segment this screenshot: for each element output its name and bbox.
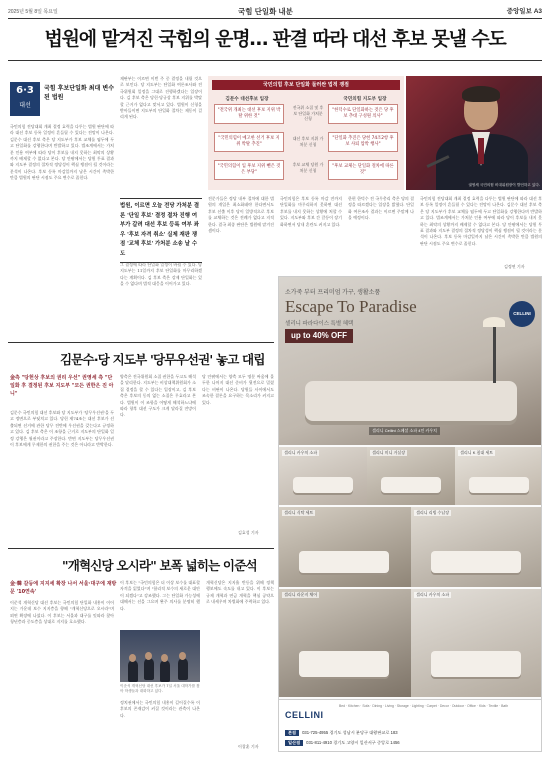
article2-body-c: 당 안팎에서는 양측 모두 명분 싸움에 몰두한 나머지 대선 준비가 뒷전으로 밀렸다는 비판이 나온다. 당원들 사이에서도 조속한 결론을 요구하는 목소리가 커지고 있다. [202, 374, 274, 405]
body-column-6: 한편 한덕수 전 국무총리 측은 당의 결정을 따르겠다는 입장을 밝혔다. 단일화 여론조사 결과는 이르면 주말께 나올 예정이다. [348, 196, 414, 221]
main-headline: 법원에 맡겨진 국힘의 운명… 판결 따라 대선 후보 못낼 수도 [44, 28, 506, 50]
photo-person-1 [128, 660, 138, 682]
ad-store-1-label: 본점 [285, 730, 299, 736]
diagram-left-heading: 김문수 대선후보 입장 [225, 97, 269, 102]
body-column-7: 국민의힘 전당대회 개최 결정 효력을 다투는 법원 판단에 따라 대선 후보 등록 일정이 흔들릴 수 있다는 전망이 나온다. 김문수 대선 후보 측은 당 지도부가 후보 교체를 염두에 두고 단일화를 강행한다며 반발하고 있다. 법조계에서는 가처분 인용 여부에 따라 당이 후보를 내지 못하는 최악의 상황까지 배제할 수 없다고 본다. 당 안팎에서는 당원 투표 결과와 지도부 결정의 절차적 정당성이 핵심 쟁점이 될 것이라는 분석이 나온다. 후보 등록 마감일까지 남은 시간이 촉박한 만큼 법원의 판단 시점도 주요 변수로 꼽힌다. [420, 196, 542, 246]
badge-bottom: 대선 [19, 102, 31, 109]
article3-body-a: 이준석 개혁신당 대선 후보는 국민의힘 단일화 내홍이 이어지는 가운데 보수 지지층을 향해 "개혁신당으로 오시라"며 외연 확장에 나섰다. 이 후보는 서울과 대구를 잇따라 찾아 청년층과 중도층을 상대로 지지를 호소했다. [10, 600, 114, 625]
article3-lead: 金·韓 갈등에 지지세 확장 나서 서울·대구에 재방문 '10연속' [10, 581, 117, 595]
ad-tile-label: 셀리니 카우치 소파 [416, 592, 450, 597]
ad-title: Escape To Paradise [285, 297, 417, 316]
diagram-left-box-1: "전국위 개최는 대선 후보 지위 박탈 위한 것" [214, 104, 284, 124]
election-badge [10, 82, 40, 116]
article3-body-c: 개혁신당은 지지율 반등을 위해 정책 행보에도 속도를 내고 있다. 이 후보는 규제 개혁과 연금 개혁을 핵심 공약으로 내세우며 차별화에 주력하고 있다. [206, 580, 274, 605]
pull-quote: 법원, 이르면 오늘 전당 가처분 결론 '단일 후보' 결정 절차 진행 여부가 갈려 대선 후보 등록 여부 좌우 '후보 자격 취소' 실제 재판 쟁점 '교체 후보' 가처분 소송 날 수도 [120, 198, 202, 263]
section-rule-1 [8, 342, 274, 343]
photo-person-4 [178, 658, 188, 680]
article3-body-d: 정치권에서는 국민의힘 내홍이 길어질수록 이 후보의 존재감이 커질 것이라는 관측이 나온다. [120, 700, 200, 718]
ad-product-shape [431, 551, 521, 573]
body-column-5: 국민의힘은 후보 등록 마감 전까지 단일화를 마무리하지 못하면 대선 후보를 내지 못하는 상황에 처할 수 있다. 지도부와 후보 간 갈등이 장기화하면서 당내 혼란도 커지고 있다. [280, 196, 342, 227]
diagram-mid-3: 후보 교체 당원 가처분 신청 [292, 162, 324, 173]
sidebar-deck: 국힘 후보단일화 최대 변수 된 법원 [44, 85, 115, 101]
article2-reporter: 김효성 기자 [238, 530, 259, 535]
ad-product-tile-6 [279, 589, 411, 697]
ad-product-tile-1 [279, 447, 367, 505]
ad-categories: Bed · Kitchen · Sofa · Dining · Living · Storage · Lighting · Carpet · Decor · Outdoor · Office · Kids · Textile · Bath [339, 704, 509, 708]
masthead [8, 4, 542, 18]
ad-product-shape [293, 477, 353, 493]
ad-small-text: 소가죽 부터 프리미엄 가구, 생활소품 [285, 290, 381, 296]
article3-body-b: 이 후보는 "국민의힘은 더 이상 보수를 대표할 자격을 잃었다"며 "합리적 보수의 새로운 대안이 되겠다"고 강조했다. 그는 단일화 가능성에 대해서는 선을 그으며 완주 의사를 분명히 했다. [120, 580, 200, 611]
ad-store-2-info: 031-811-4910 경기도 고양시 일산서구 중앙로 1456 [306, 740, 400, 745]
politician-photo [406, 76, 542, 190]
ad-tile-label: 셀리니 카우치 소파 [284, 450, 318, 455]
diagram-title: 국민의힘 후보 단일화 둘러싼 법적 쟁점 [212, 80, 400, 90]
ad-product-tile-4 [279, 507, 411, 587]
ad-footer [279, 699, 542, 751]
photo-head-3 [161, 654, 168, 662]
diagram-right-heading: 국민의힘 지도부 입장 [343, 97, 387, 102]
ad-lamp-stand [493, 325, 496, 383]
ad-product-tile-3 [455, 447, 542, 505]
diagram-right-box-3: "후보 교체는 단일화 절차에 따른 것" [328, 160, 398, 180]
ad-product-tile-5 [411, 507, 542, 587]
ad-store-2-label: 일산점 [285, 740, 303, 746]
issue-date: 2025년 5월 8일 목요일 [8, 9, 58, 15]
photo-caption: 권영세 국민의힘 비대위원장이 발언하고 있다. [468, 183, 540, 187]
masthead-rule [8, 18, 542, 19]
diagram-left-box-3: "국민의힘이 입 후보 지위 뺀은 것은 부당" [214, 160, 284, 180]
photo-person-2 [144, 658, 154, 680]
article3-reporter: 이창훈 기자 [238, 744, 259, 749]
photo-hair [462, 86, 500, 102]
ad-discount: up to 40% OFF [285, 329, 353, 343]
furniture-advertisement [278, 276, 542, 752]
ad-product-shape [299, 651, 389, 677]
ad-tile-label: 셀리니 미니 거실장 [372, 450, 406, 455]
main-reporter: 김정연 기자 [504, 264, 525, 269]
photo-tie [478, 138, 484, 164]
diagram-mid-2: 대선 후보 지위 가처분 신청 [292, 136, 324, 147]
diagram-left-box-2: "국민의힘이 예고한 선거 후보 지위 박탈 추진" [214, 132, 284, 152]
headline-rule [8, 60, 542, 61]
page-number: A3 [533, 8, 542, 15]
ad-sofa [305, 381, 517, 421]
ad-lamp-shade [483, 317, 505, 327]
body-column-1: 국민의힘 전당대회 개최 결정 효력을 다투는 법원 판단에 따라 대선 후보 등록 일정이 흔들릴 수 있다는 전망이 나온다. 김문수 대선 후보 측은 당 지도부가 후보 교체를 염두에 두고 단일화를 강행한다며 반발하고 있다. 법조계에서는 가처분 인용 여부에 따라 당이 후보를 내지 못하는 최악의 상황까지 배제할 수 없다고 본다. 당 안팎에서는 당원 투표 결과와 지도부 결정의 절차적 정당성이 핵심 쟁점이 될 것이라는 분석이 나온다. 후보 등록 마감일까지 남은 시간이 촉박한 만큼 법원의 판단 시점도 주요 변수로 꼽힌다. [10, 124, 114, 181]
ad-logo: CELLINI [509, 301, 535, 327]
article2-lead: 金측 "당헌상 후보의 권리 우선" 권영세 측 "단일화 후 결정된 후보 지도부 "모든 권한은 진 아니" [10, 375, 114, 397]
article2-body-b: 양측은 전국위원회 소집 권한을 두고도 해석을 달리한다. 지도부는 비상대책위원회가 소집 결정을 할 수 있다는 입장이고, 김 후보 측은 후보의 동의 없는 소집은 무효라고 본다. 법원이 이 조항을 어떻게 해석하느냐에 따라 향후 대선 구도가 크게 달라질 전망이다. [120, 374, 196, 418]
badge-top: 6·3 [16, 85, 34, 96]
photo-person-3 [160, 660, 170, 682]
body-column-3: 그 결정에 따라 단일화 일정이 바뀔 수 있다. 당 지도부는 11일까지 후보 단일화를 마무리하겠다는 계획이다. 김 후보 측은 강제 단일화는 있을 수 없다며 법적 대응을 이어가고 있다. [120, 262, 202, 287]
diagram-mid-1: 전국위 소집 및 후보 단일화 가처분 신청 [292, 105, 324, 121]
ad-product-shape [469, 477, 529, 493]
ad-store-2 [285, 740, 400, 746]
diagram-right-box-2: "단일화 추진은 당헌 74조2항 후보 사퇴 압박 행사" [328, 132, 398, 152]
photo-head-4 [179, 652, 186, 660]
ad-tile-label: 셀리니 식탁 세트 [284, 510, 314, 515]
ad-tile-label: 셀리니 라운지 체어 [284, 592, 318, 597]
ad-subtitle: 셀리니 파라다이스 특별 혜택 [285, 321, 354, 327]
article2-headline: 김문수·당 지도부 '당무우선권' 놓고 대립 [60, 352, 265, 367]
ad-brand: CELLINI [285, 710, 324, 720]
body-column-4: 전문가들은 정당 내부 절차에 대한 법원의 개입은 최소화돼야 한다면서도 후보 선출 이후 당이 일방적으로 후보를 교체하는 것은 전례가 없다고 지적한다. 결국 최종 판단은 법원에 맡겨진 셈이다. [208, 196, 274, 234]
ad-tile-label: 셀리니 리빙 수납장 [416, 510, 450, 515]
section-rule-2 [8, 548, 274, 549]
article3-headline: "개혁신당 오시라" 보폭 넓히는 이준석 [62, 558, 257, 573]
diagram-right-box-1: "한덕수로 단일화하는 것은 당 후보 추대 구성원 의사" [328, 104, 398, 124]
ad-tile-label: 셀리니 K 침대 세트 [460, 450, 494, 455]
paper-page [507, 6, 542, 15]
ad-product-tile-7 [411, 589, 542, 697]
photo-head-2 [145, 652, 152, 660]
paper-name: 중앙일보 [506, 8, 532, 15]
ad-product-shape [431, 651, 521, 677]
article2-body-a: 김문수 국민의힘 대선 후보와 당 지도부가 '당무우선권'을 두고 정면으로 부딪치고 있다. 당헌 제74조는 대선 후보가 선출되면 선거에 관한 당무 전반에 우선권을 갖는다고 규정하고 있다. 김 후보 측은 이 조항을 근거로 지도부의 단일화 일정 강행은 월권이라고 주장한다. 반면 지도부는 당무우선권이 후보에게 무제한의 권한을 주는 것은 아니라고 반박한다. [10, 410, 114, 448]
article3-photo-caption: 이준석 개혁신당 대선 후보가 7일 서울 대학가를 찾아 학생들과 대화하고 있다. [120, 684, 200, 693]
photo-head-1 [129, 654, 136, 662]
ad-store-1-info: 031-725-4955 경기도 성남시 분당구 대왕판교로 183 [302, 730, 398, 735]
body-column-2: 재판부는 이르면 이번 주 중 결정을 내릴 것으로 보인다. 당 지도부는 단일화 여론조사와 전국위원회 일정을 그대로 진행하겠다는 입장이다. 김 후보 측은 당헌·당규상 후보 지위를 박탈할 근거가 없다고 맞서고 있다. 법원이 신청을 받아들이면 지도부의 단일화 절차는 제동이 걸리게 된다. [120, 76, 202, 120]
ad-product-shape [381, 477, 441, 493]
legal-issues-diagram [208, 76, 404, 190]
ad-product-shape [299, 551, 389, 573]
ad-store-1 [285, 730, 398, 736]
section-title: 국힘 단일화 내분 [238, 7, 293, 16]
ad-product-tile-2 [367, 447, 455, 505]
article3-photo [120, 630, 200, 682]
ad-hero-caption: 셀리니 Cellini 스페셜 소파 4인 카우치 [369, 427, 440, 435]
